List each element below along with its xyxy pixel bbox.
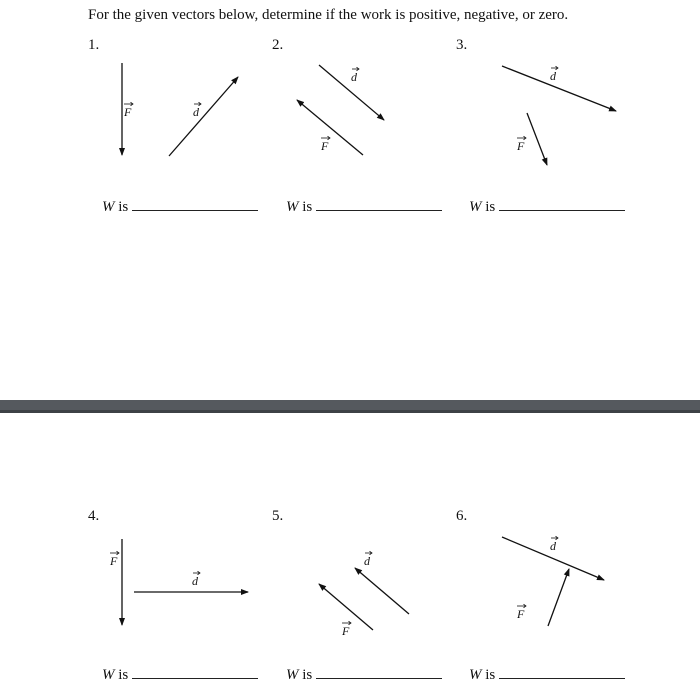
problem-1-is-text: is [118, 199, 129, 215]
problem-5-answer [286, 666, 442, 684]
problem-6-number: 6. [456, 508, 468, 524]
problem-1-work-symbol: W [102, 199, 115, 215]
bottom-vector-diagrams [0, 413, 700, 692]
problem-3-answer [469, 198, 625, 216]
problem-4-answer [102, 666, 258, 684]
problem-6-is-text: is [485, 667, 496, 683]
problem-4-work-symbol: W [102, 667, 115, 683]
problem-1-displacement-label: d [193, 105, 199, 119]
problem-6-force-vector [548, 569, 569, 626]
problem-5-force-label: F [342, 624, 350, 638]
problem-5-number: 5. [272, 508, 284, 524]
problem-3-answer-blank[interactable] [499, 198, 625, 211]
problem-5-answer-blank[interactable] [316, 666, 442, 679]
problem-1-vectors [122, 63, 238, 156]
problem-1-answer-blank[interactable] [132, 198, 258, 211]
problem-1-answer [102, 198, 258, 216]
problem-5-vectors [319, 551, 409, 638]
problem-5-work-symbol: W [286, 667, 299, 683]
problem-4-vectors [109, 539, 248, 625]
problem-3-force-vector [527, 113, 547, 165]
problem-4-answer-blank[interactable] [132, 666, 258, 679]
instruction-text: For the given vectors below, determine if the work is positive, negative, or zero. [88, 7, 569, 23]
problem-4-force-label: F [110, 554, 118, 568]
worksheet-page-bottom [0, 413, 700, 692]
problem-1-force-label: F [124, 105, 132, 119]
problem-6-work-symbol: W [469, 667, 482, 683]
problem-1-displacement-vector [169, 77, 238, 156]
problem-2-vectors [297, 65, 384, 155]
problem-4-number: 4. [88, 508, 100, 524]
problem-2-displacement-label: d [351, 70, 357, 84]
problem-3-is-text: is [485, 199, 496, 215]
problem-2-is-text: is [302, 199, 313, 215]
page-divider [0, 400, 700, 413]
problem-2-answer [286, 198, 442, 216]
problem-2-work-symbol: W [286, 199, 299, 215]
problem-3-force-label: F [517, 139, 525, 153]
problem-6-answer [469, 666, 625, 684]
problem-5-displacement-vector [355, 568, 409, 614]
problem-4-displacement-label: d [192, 574, 198, 588]
problem-6-answer-blank[interactable] [499, 666, 625, 679]
problem-2-force-label: F [321, 139, 329, 153]
problem-3-displacement-label: d [550, 69, 556, 83]
problem-2-force-vector [297, 100, 363, 155]
problem-2-answer-blank[interactable] [316, 198, 442, 211]
problem-3-vectors [502, 66, 616, 165]
problem-3-displacement-vector [502, 66, 616, 111]
problem-6-vectors [502, 536, 604, 626]
problem-3-number: 3. [456, 37, 468, 53]
problem-3-work-symbol: W [469, 199, 482, 215]
problem-1-number: 1. [88, 37, 100, 53]
problem-4-is-text: is [118, 667, 129, 683]
problem-6-force-label: F [517, 607, 525, 621]
problem-5-is-text: is [302, 667, 313, 683]
problem-2-number: 2. [272, 37, 284, 53]
problem-5-displacement-label: d [364, 554, 370, 568]
problem-6-displacement-label: d [550, 539, 556, 553]
